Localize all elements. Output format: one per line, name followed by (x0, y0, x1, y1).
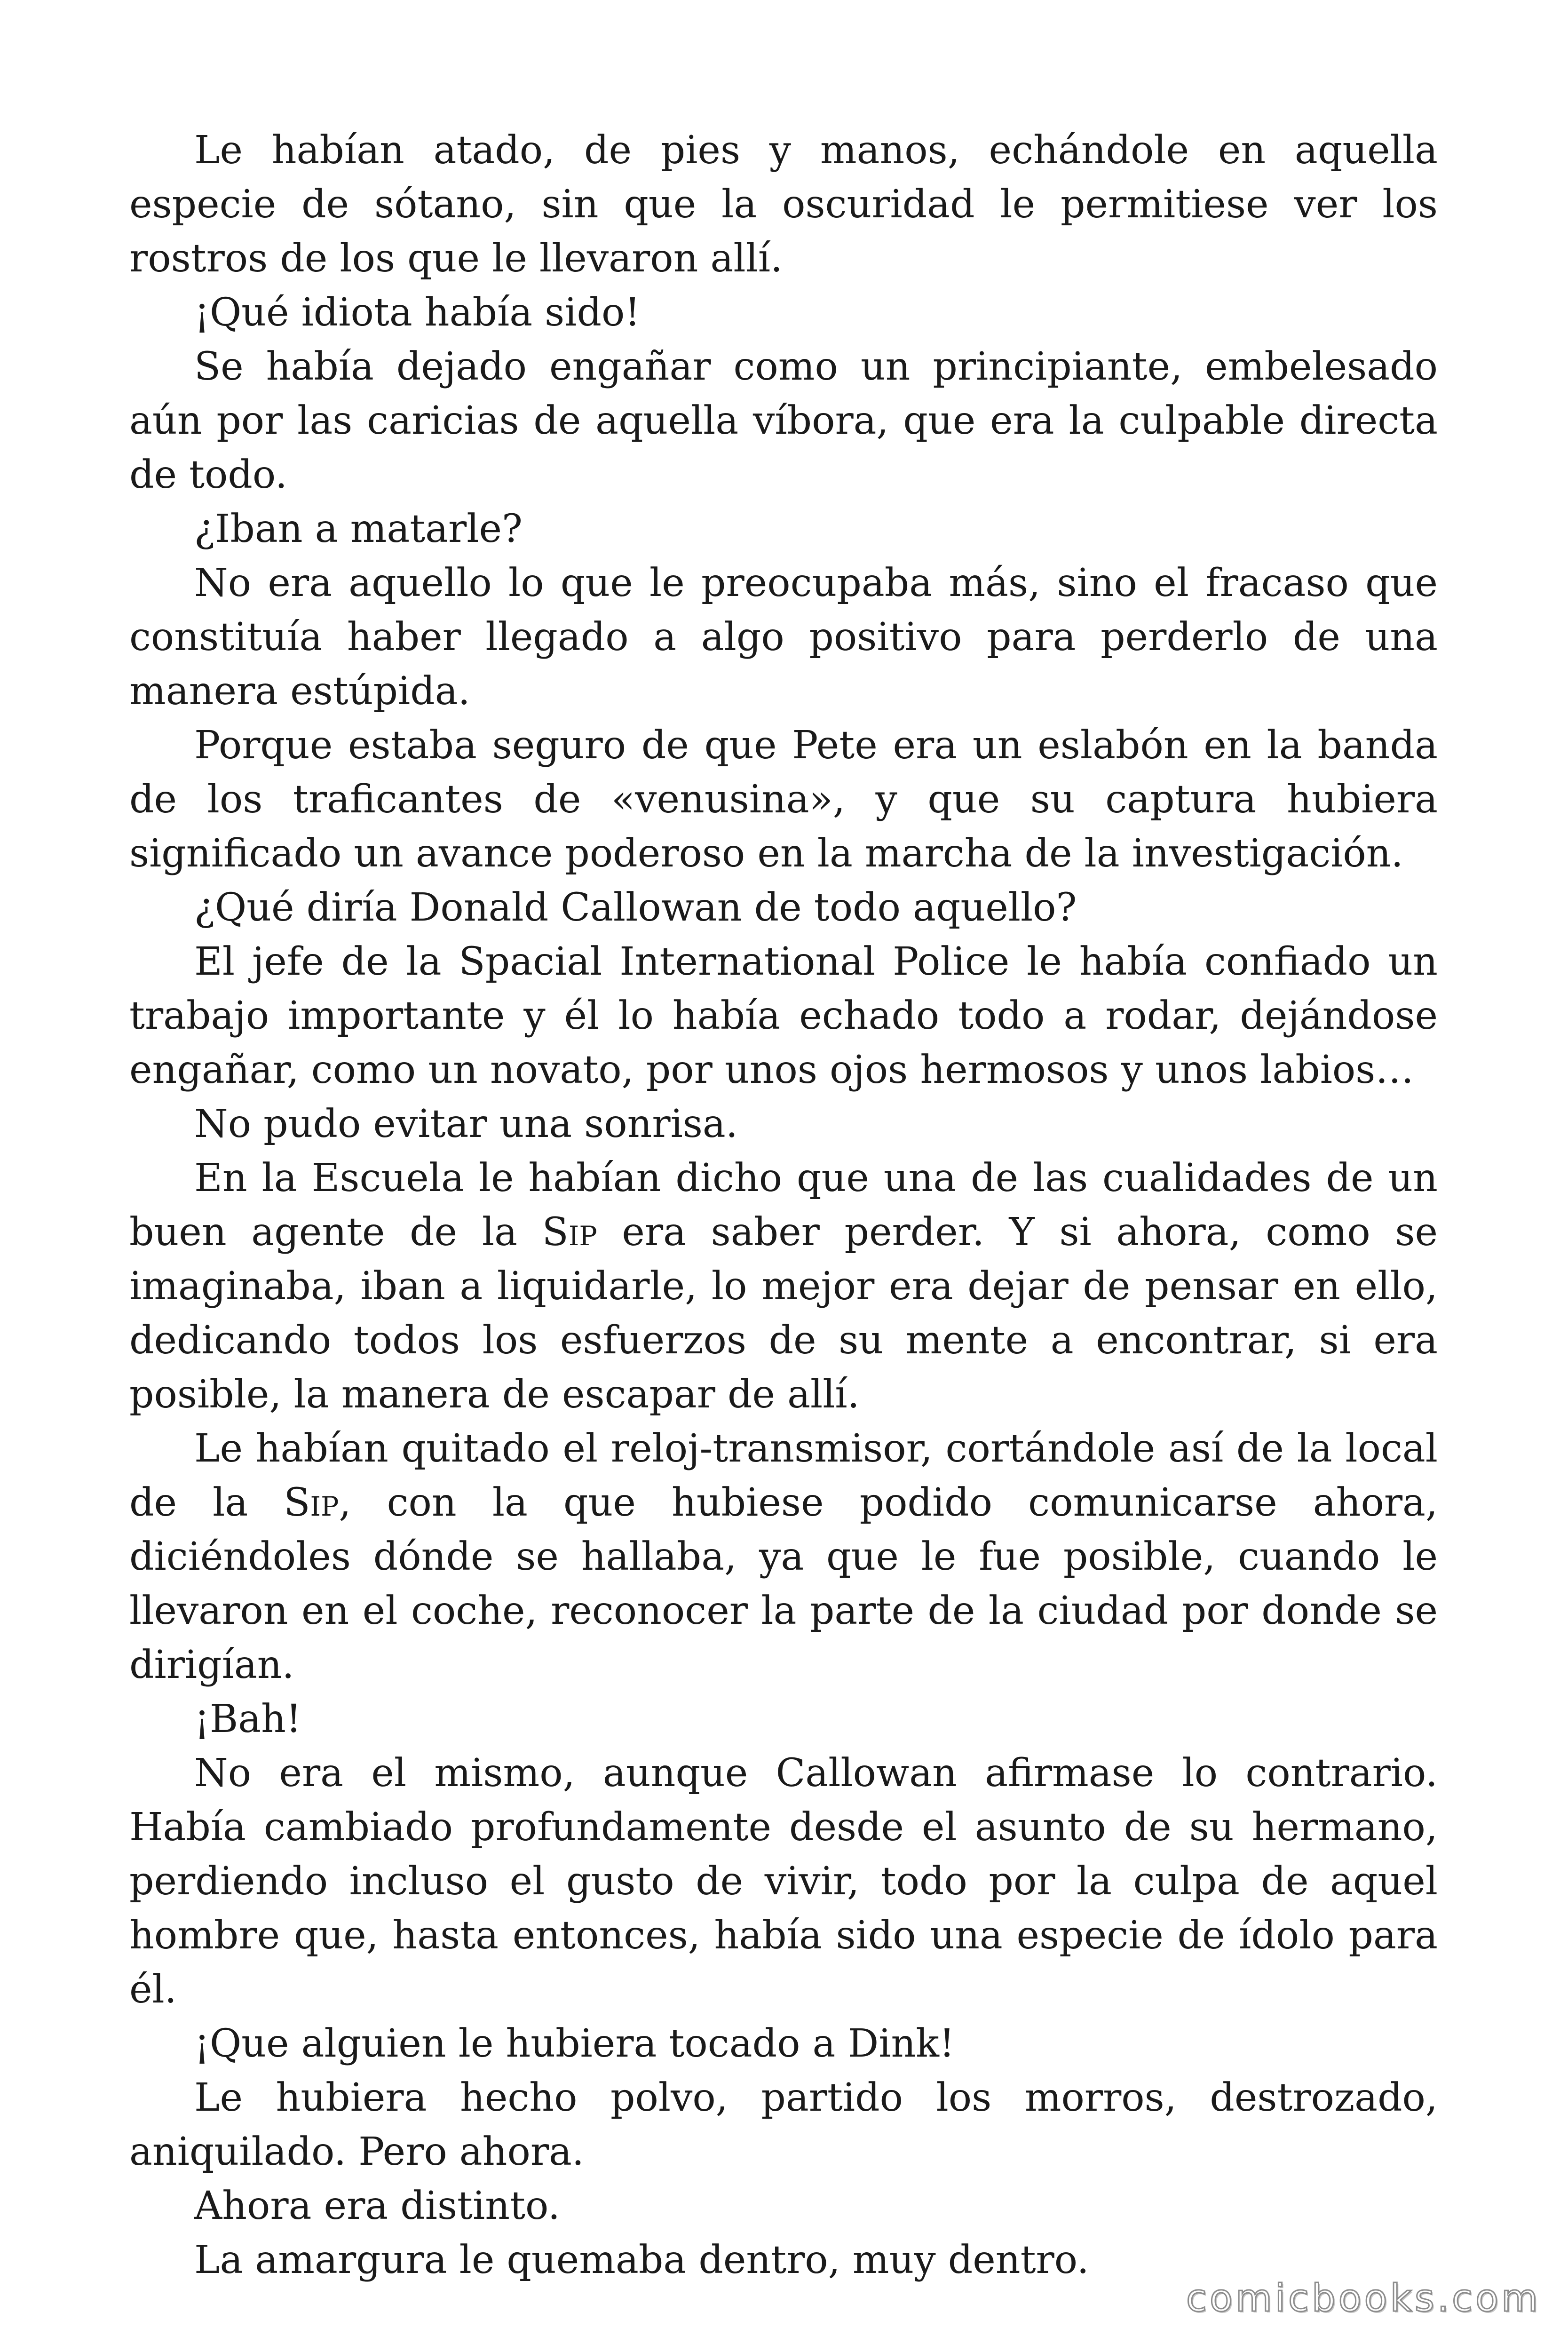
paragraph-7: ¿Qué diría Donald Callowan de todo aquello? (194, 885, 1077, 930)
paragraph-11 (129, 1422, 1438, 1692)
paragraph-17: La amargura le quemaba dentro, muy dentro. (194, 2238, 1089, 2282)
body-text (129, 123, 1438, 2287)
paragraph-12: ¡Bah! (194, 1697, 301, 1741)
paragraph-14: ¡Que alguien le hubiera tocado a Dink! (194, 2021, 955, 2066)
paragraph-11-text-after: , con la que hubiese podido comunicarse ahora, diciéndoles dónde se hallaba, ya que le fue posible, cuando le llevaron en el coche, reconocer la parte de la ciudad por donde se dirigían. (129, 1480, 1438, 1687)
paragraph-6: Porque estaba seguro de que Pete era un eslabón en la banda de los traficantes de «venusina», y que su captura hubiera significado un avance poderoso en la marcha de la investigación. (129, 723, 1438, 876)
paragraph-1: Le habían atado, de pies y manos, echándole en aquella especie de sótano, sin que la oscuridad le permitiese ver los rostros de los que le llevaron allí. (129, 128, 1438, 281)
paragraph-13: No era el mismo, aunque Callowan afirmase lo contrario. Había cambiado profundamente desde el asunto de su hermano, perdiendo incluso el gusto de vivir, todo por la culpa de aquel hombre que, hasta entonces, había sido una especie de ídolo para él. (129, 1751, 1438, 2012)
paragraph-10-text-after: era saber perder. Y si ahora, como se imaginaba, iban a liquidarle, lo mejor era dejar de pensar en ello, dedicando todos los esfuerzos de su mente a encontrar, si era posible, la manera de escapar de allí. (129, 1210, 1438, 1417)
paragraph-11-text-before: Le habían quitado el reloj-transmisor, cortándole así de la local de la (129, 1426, 1438, 1525)
paragraph-2: ¡Qué idiota había sido! (194, 290, 641, 335)
paragraph-8: El jefe de la Spacial International Police le había confiado un trabajo importante y él lo había echado todo a rodar, dejándose engañar, como un novato, por unos ojos hermosos y unos labios… (129, 939, 1438, 1092)
paragraph-10 (129, 1151, 1438, 1422)
sip-acronym: Sip (542, 1210, 597, 1255)
sip-acronym: Sip (284, 1480, 339, 1525)
paragraph-4: ¿Iban a matarle? (194, 507, 523, 551)
paragraph-9: No pudo evitar una sonrisa. (194, 1102, 738, 1146)
paragraph-16: Ahora era distinto. (194, 2184, 560, 2228)
watermark-text: comicbooks.com (1186, 2276, 1541, 2320)
paragraph-3: Se había dejado engañar como un principiante, embelesado aún por las caricias de aquella víbora, que era la culpable directa de todo. (129, 344, 1438, 497)
paragraph-15: Le hubiera hecho polvo, partido los morros, destrozado, aniquilado. Pero ahora. (129, 2075, 1438, 2174)
paragraph-5: No era aquello lo que le preocupaba más, sino el fracaso que constituía haber llegado a algo positivo para perderlo de una manera estúpida. (129, 561, 1438, 714)
paragraph-10-text-before: En la Escuela le habían dicho que una de las cualidades de un buen agente de la (129, 1156, 1438, 1255)
